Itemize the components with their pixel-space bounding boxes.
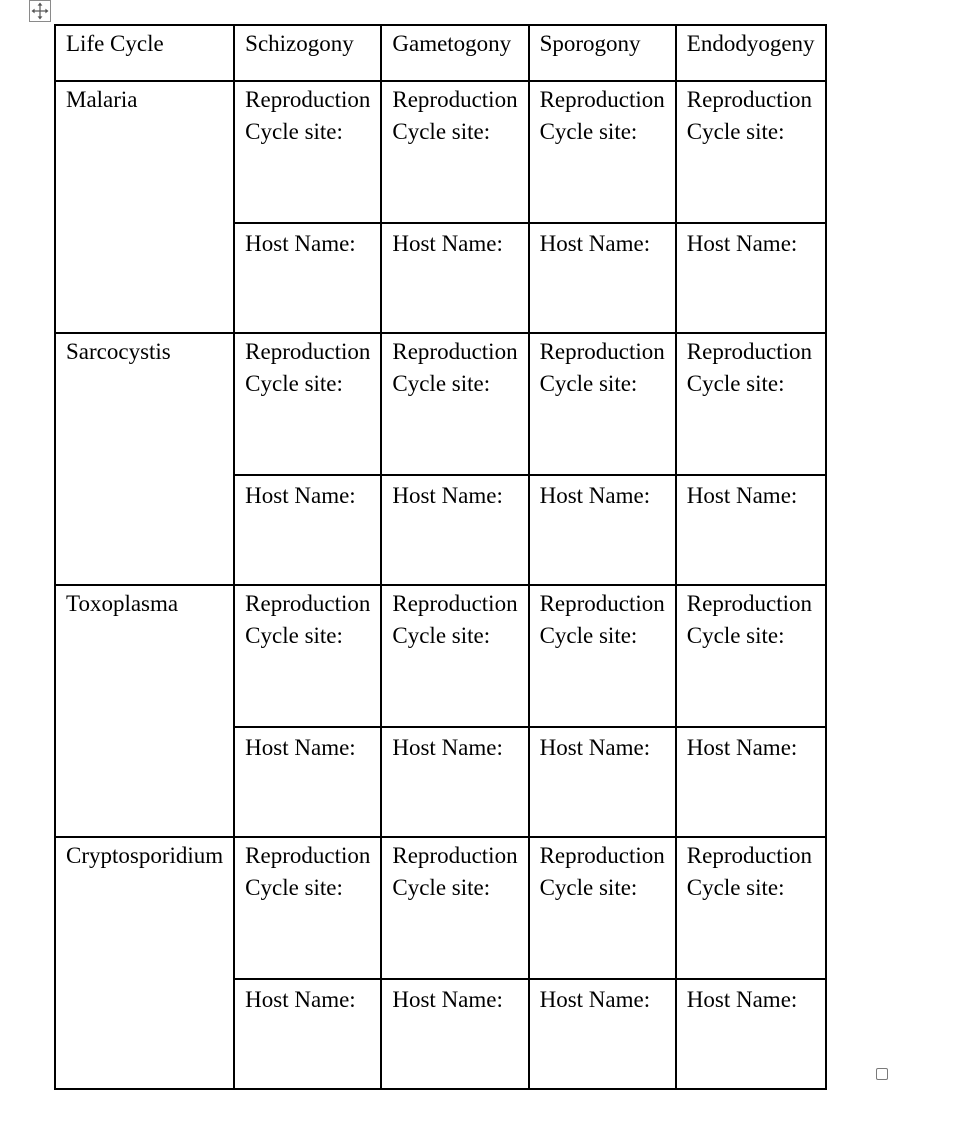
host-name-cell-schizogony[interactable] [234,727,381,837]
reproduction-label: Reproduction [686,87,812,112]
reproduction-cell-schizogony[interactable] [234,837,381,979]
cycle-site-label: Cycle site: [245,623,343,648]
reproduction-cell-schizogony[interactable] [234,585,381,727]
host-name-cell-gametogony[interactable] [381,727,528,837]
host-name-label: Host Name: [539,483,651,508]
host-name-cell-endodyogeny[interactable] [676,223,826,333]
reproduction-cell-schizogony[interactable] [234,81,381,223]
host-name-label: Host Name: [539,735,651,760]
cycle-site-label: Cycle site: [686,875,785,900]
organism-cell-sarcocystis[interactable]: Sarcocystis [55,333,234,585]
cycle-site-label: Cycle site: [245,875,343,900]
reproduction-label: Reproduction [539,87,665,112]
host-name-label: Host Name: [686,483,798,508]
reproduction-label: Reproduction [539,339,665,364]
reproduction-cell-gametogony[interactable] [381,81,528,223]
host-name-label: Host Name: [686,231,798,256]
cycle-site-label: Cycle site: [392,623,491,648]
table-row [55,837,826,979]
host-name-cell-gametogony[interactable] [381,223,528,333]
reproduction-label: Reproduction [392,339,518,364]
reproduction-cell-gametogony[interactable] [381,837,528,979]
reproduction-cell-endodyogeny[interactable] [676,81,826,223]
reproduction-cell-endodyogeny[interactable] [676,585,826,727]
host-name-cell-endodyogeny[interactable] [676,475,826,585]
reproduction-cell-sporogony[interactable] [529,837,676,979]
cycle-site-label: Cycle site: [686,623,785,648]
host-name-label: Host Name: [539,987,651,1012]
host-name-cell-sporogony[interactable] [529,223,676,333]
reproduction-cell-sporogony[interactable] [529,333,676,475]
reproduction-label: Reproduction [392,843,518,868]
host-name-label: Host Name: [392,231,503,256]
table-row [55,585,826,727]
reproduction-label: Reproduction [245,339,371,364]
table-row [55,333,826,475]
host-name-label: Host Name: [245,735,356,760]
organism-cell-toxoplasma[interactable]: Toxoplasma [55,585,234,837]
cycle-site-label: Cycle site: [245,119,343,144]
organism-cell-malaria[interactable]: Malaria [55,81,234,333]
reproduction-cell-endodyogeny[interactable] [676,837,826,979]
reproduction-label: Reproduction [539,843,665,868]
reproduction-label: Reproduction [539,591,665,616]
reproduction-label: Reproduction [245,843,371,868]
cycle-site-label: Cycle site: [686,119,785,144]
cycle-site-label: Cycle site: [245,371,343,396]
host-name-label: Host Name: [392,987,503,1012]
host-name-cell-gametogony[interactable] [381,475,528,585]
reproduction-cell-gametogony[interactable] [381,333,528,475]
host-name-cell-endodyogeny[interactable] [676,727,826,837]
host-name-cell-schizogony[interactable] [234,475,381,585]
header-endodyogeny[interactable]: Endodyogeny [676,25,826,81]
reproduction-cell-sporogony[interactable] [529,81,676,223]
header-life-cycle[interactable]: Life Cycle [55,25,234,81]
host-name-cell-sporogony[interactable] [529,475,676,585]
reproduction-label: Reproduction [245,87,371,112]
cycle-site-label: Cycle site: [539,371,638,396]
reproduction-label: Reproduction [686,339,812,364]
cycle-site-label: Cycle site: [392,371,491,396]
host-name-label: Host Name: [686,735,798,760]
table-resize-handle[interactable] [876,1068,888,1080]
host-name-cell-sporogony[interactable] [529,979,676,1089]
reproduction-label: Reproduction [686,591,812,616]
reproduction-cell-endodyogeny[interactable] [676,333,826,475]
host-name-label: Host Name: [392,735,503,760]
cycle-site-label: Cycle site: [392,875,491,900]
cycle-site-label: Cycle site: [539,119,638,144]
cycle-site-label: Cycle site: [686,371,785,396]
host-name-label: Host Name: [392,483,503,508]
host-name-cell-endodyogeny[interactable] [676,979,826,1089]
reproduction-label: Reproduction [392,591,518,616]
cycle-site-label: Cycle site: [392,119,491,144]
header-schizogony[interactable]: Schizogony [234,25,381,81]
table-move-handle-icon[interactable] [29,0,51,22]
reproduction-cell-sporogony[interactable] [529,585,676,727]
reproduction-cell-schizogony[interactable] [234,333,381,475]
host-name-label: Host Name: [245,483,356,508]
host-name-label: Host Name: [245,987,356,1012]
header-sporogony[interactable]: Sporogony [529,25,676,81]
table-row [55,81,826,223]
host-name-cell-gametogony[interactable] [381,979,528,1089]
reproduction-label: Reproduction [392,87,518,112]
table-header-row [55,25,826,81]
host-name-label: Host Name: [245,231,356,256]
header-gametogony[interactable]: Gametogony [381,25,528,81]
host-name-label: Host Name: [539,231,651,256]
cycle-site-label: Cycle site: [539,623,638,648]
cycle-site-label: Cycle site: [539,875,638,900]
reproduction-cell-gametogony[interactable] [381,585,528,727]
organism-cell-cryptosporidium[interactable]: Cryptosporidium [55,837,234,1089]
host-name-label: Host Name: [686,987,798,1012]
reproduction-label: Reproduction [245,591,371,616]
life-cycle-table [54,24,827,1090]
host-name-cell-schizogony[interactable] [234,223,381,333]
host-name-cell-sporogony[interactable] [529,727,676,837]
move-arrows-icon [30,1,50,21]
host-name-cell-schizogony[interactable] [234,979,381,1089]
reproduction-label: Reproduction [686,843,812,868]
